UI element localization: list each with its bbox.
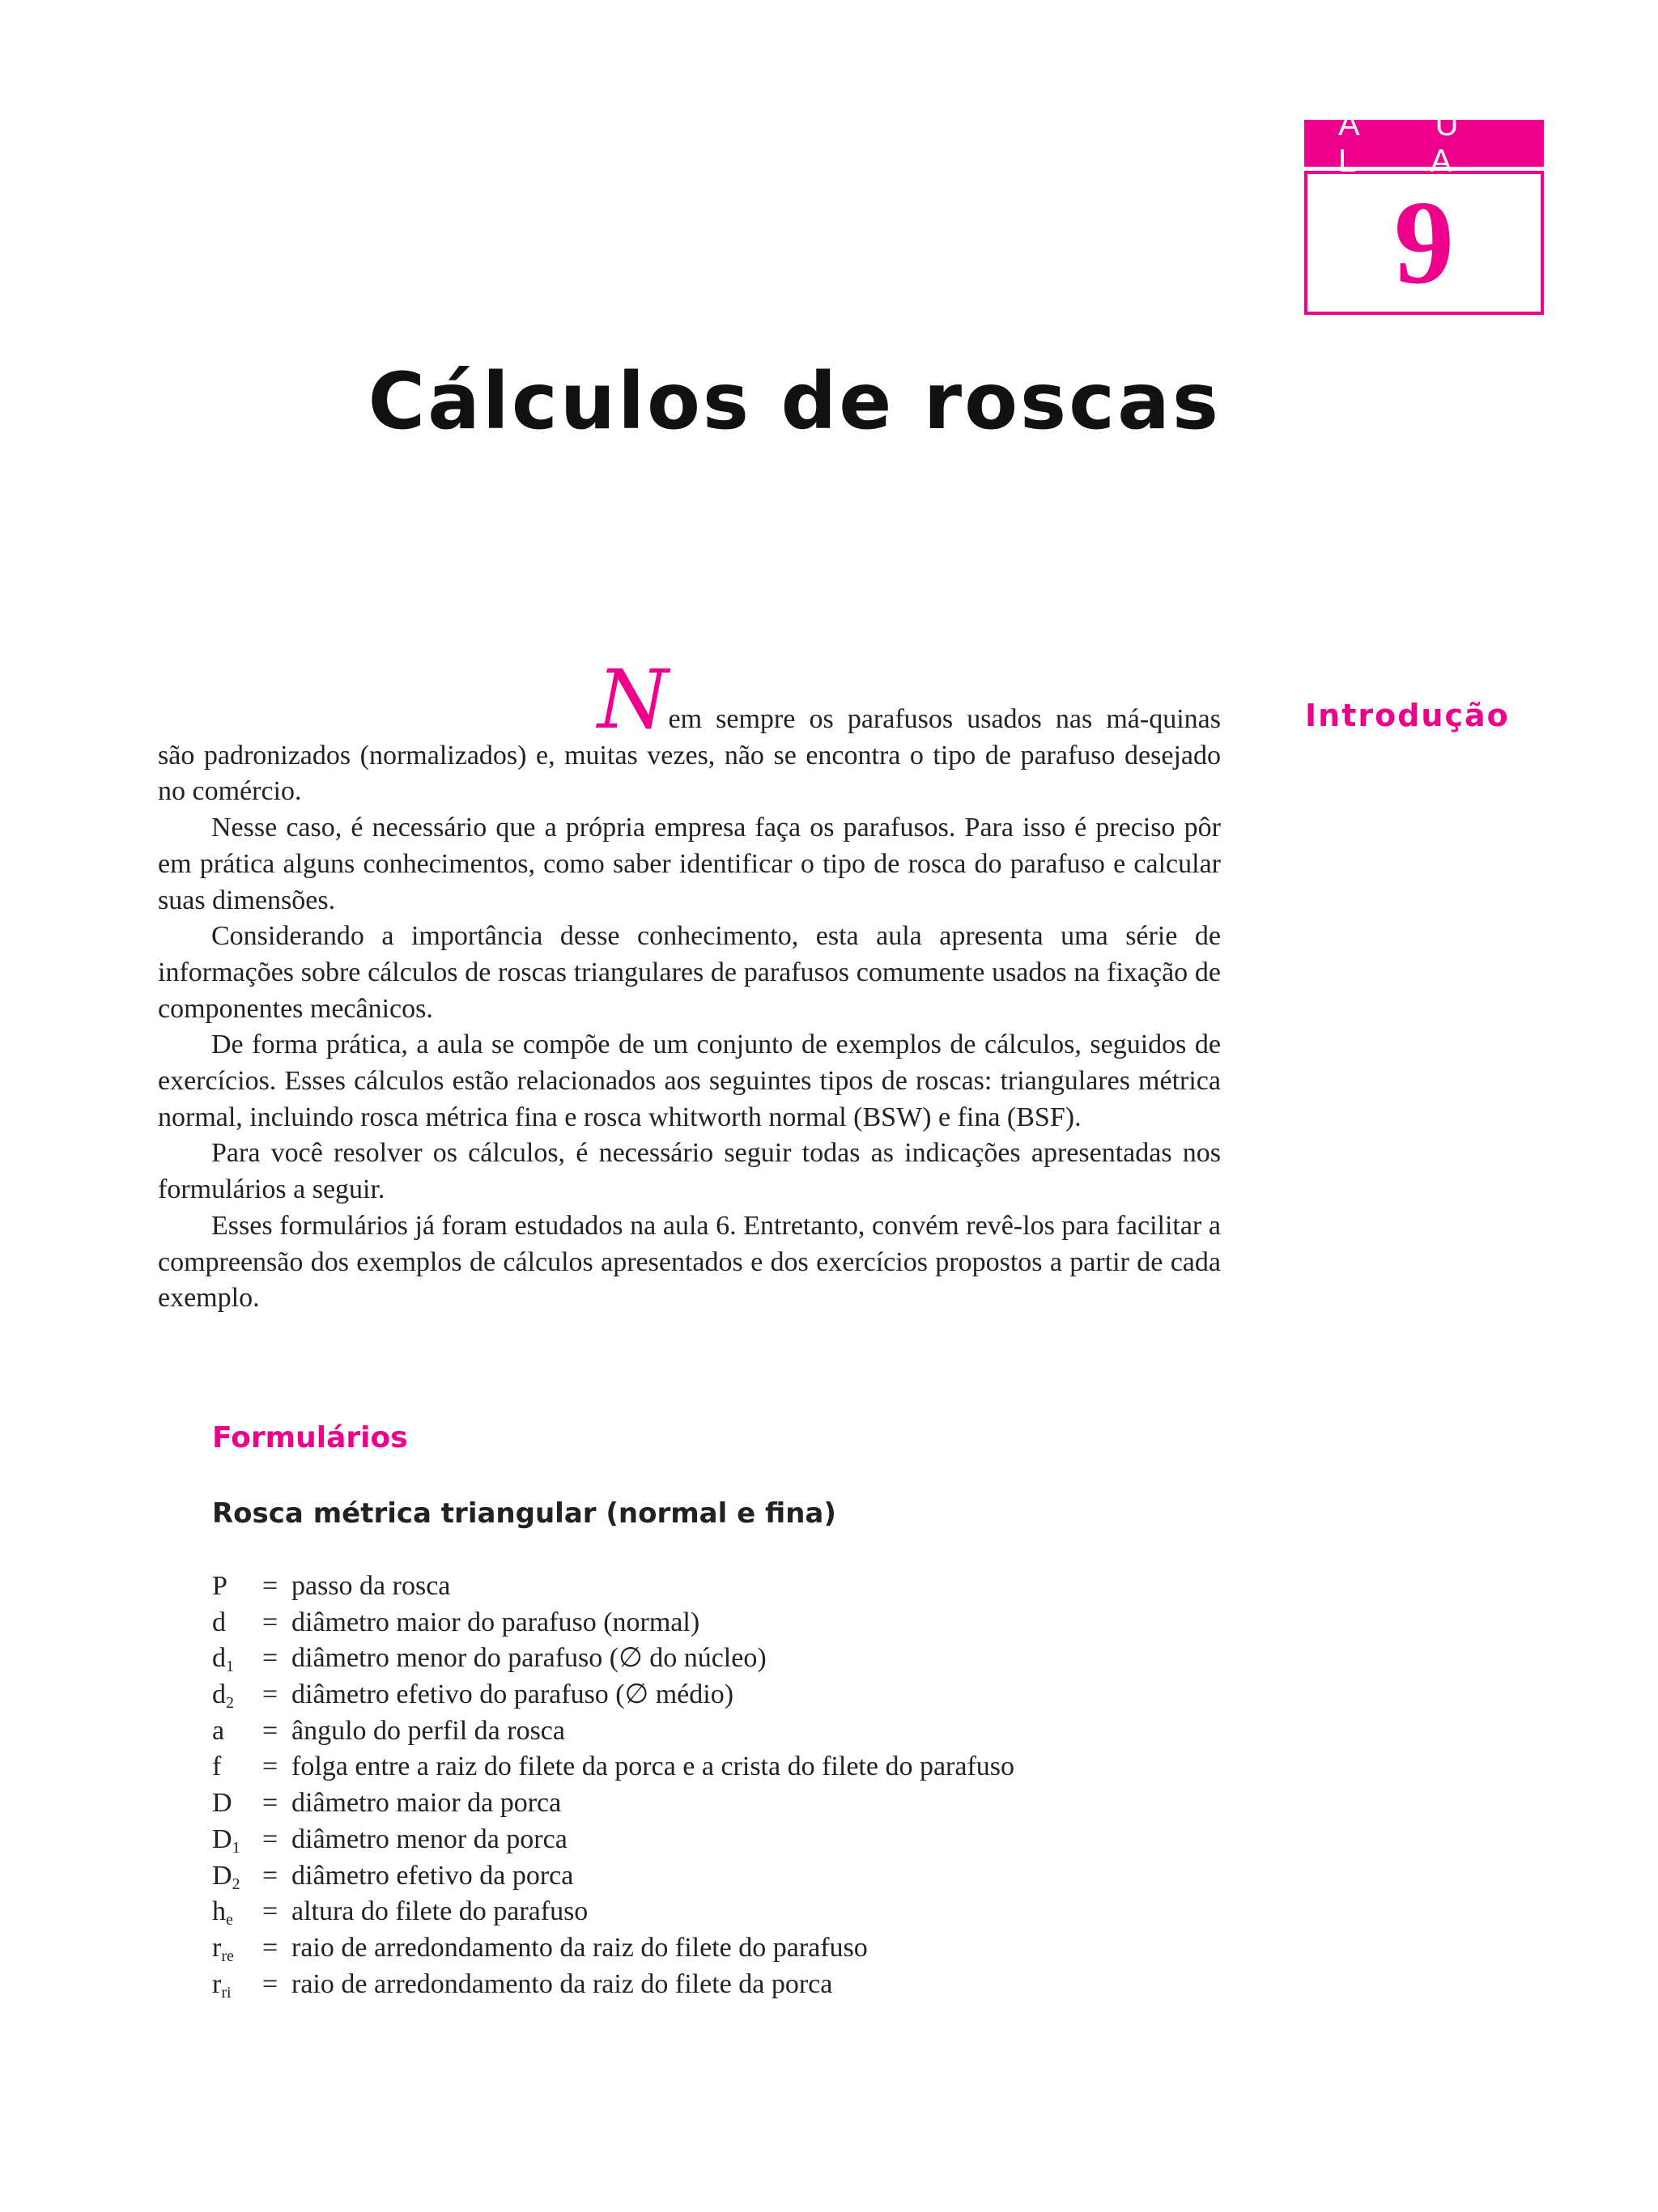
- intro-paragraph-6: Esses formulários já foram estudados na aula 6. Entretanto, convém revê-los para facilitar a compreensão dos exemplos de cálculos apresentados e dos exercícios propostos a partir de cada exemplo.: [158, 1210, 1221, 1314]
- definition-row: [212, 1930, 1014, 1967]
- definition-text: diâmetro efetivo da porca: [291, 1860, 574, 1891]
- definition-text: raio de arredondamento da raiz do filete do parafuso: [291, 1932, 868, 1963]
- equals-sign: =: [262, 1788, 278, 1819]
- definition-symbol: D: [212, 1788, 232, 1819]
- definition-subscript: 2: [226, 1694, 234, 1713]
- lesson-badge: [1304, 107, 1544, 315]
- definition-symbol: d: [212, 1607, 226, 1637]
- equals-sign: =: [262, 1751, 278, 1782]
- intro-paragraph-1: [158, 652, 1221, 810]
- definition-row: [212, 1967, 1014, 2003]
- definition-text: passo da rosca: [291, 1571, 451, 1601]
- intro-paragraph-3: Considerando a importância desse conhecimento, esta aula apresenta uma série de informações sobre cálculos de roscas triangulares de parafusos comumente usados na fixação de componentes mecânicos.: [158, 921, 1221, 1024]
- definition-subscript: 1: [226, 1658, 234, 1676]
- definition-symbol: $h_e$: [212, 1896, 233, 1930]
- equals-sign: =: [262, 1824, 278, 1854]
- definition-text: diâmetro menor do parafuso (∅ do núcleo): [291, 1643, 767, 1674]
- lesson-label: A U L A: [1304, 120, 1544, 167]
- definition-text: diâmetro menor da porca: [291, 1824, 568, 1854]
- definition-text: folga entre a raiz do filete da porca e a crista do filete do parafuso: [291, 1751, 1014, 1782]
- definition-text: raio de arredondamento da raiz do filete da porca: [291, 1968, 833, 1999]
- drop-cap: N: [597, 652, 669, 747]
- definition-row: [212, 1894, 1014, 1930]
- definitions-list: [212, 1569, 1014, 2002]
- equals-sign: =: [262, 1932, 278, 1963]
- definition-symbol: $r_{re}$: [212, 1932, 234, 1965]
- formularios-heading: Formulários: [212, 1421, 408, 1454]
- equals-sign: =: [262, 1607, 278, 1637]
- formularios-subheading: Rosca métrica triangular (normal e fina): [212, 1497, 836, 1530]
- definition-symbol: f: [212, 1751, 222, 1782]
- definition-row: [212, 1785, 1014, 1822]
- definition-row: [212, 1569, 1014, 1605]
- intro-paragraph-2: Nesse caso, é necessário que a própria empresa faça os parafusos. Para isso é preciso pôr em prática alguns conhecimentos, como saber identificar o tipo de rosca do parafuso e calcular suas dimensões.: [158, 813, 1221, 915]
- definition-row: [212, 1605, 1014, 1641]
- equals-sign: =: [262, 1679, 278, 1710]
- definition-row: [212, 1749, 1014, 1785]
- intro-paragraph-4: De forma prática, a aula se compõe de um conjunto de exemplos de cálculos, seguidos de exercícios. Esses cálculos estão relacionados aos seguintes tipos de roscas: triangulares métrica normal, incluindo rosca métrica fina e rosca whitworth normal (BSW) e fina (BSF).: [158, 1030, 1221, 1132]
- definition-subscript: re: [221, 1947, 234, 1965]
- intro-paragraph-5: Para você resolver os cálculos, é necessário seguir todas as indicações apresentadas nos formulários a seguir.: [158, 1138, 1221, 1205]
- definition-text: diâmetro maior da porca: [291, 1788, 562, 1819]
- definition-row: [212, 1858, 1014, 1895]
- definition-subscript: 1: [232, 1838, 240, 1857]
- page-title: Cálculos de roscas: [368, 356, 1221, 447]
- lesson-number: 9: [1304, 171, 1544, 315]
- equals-sign: =: [262, 1571, 278, 1601]
- definition-text: ângulo do perfil da rosca: [291, 1715, 565, 1746]
- definition-symbol: $D_2$: [212, 1860, 240, 1893]
- definition-symbol: $D_1$: [212, 1824, 240, 1857]
- definition-text: diâmetro maior do parafuso (normal): [291, 1607, 700, 1637]
- equals-sign: =: [262, 1896, 278, 1927]
- definition-subscript: 2: [232, 1874, 240, 1893]
- equals-sign: =: [262, 1643, 278, 1674]
- definition-subscript: ri: [221, 1983, 232, 2002]
- intro-text: [158, 652, 1221, 1317]
- definition-row: [212, 1677, 1014, 1713]
- equals-sign: =: [262, 1860, 278, 1891]
- intro-p1-text: em sempre os parafusos usados nas má-quinas são padronizados (normalizados) e, muitas vezes, não se encontra o tipo de parafuso desejado no comércio.: [158, 704, 1221, 807]
- equals-sign: =: [262, 1968, 278, 1999]
- section-label-introducao: Introdução: [1305, 698, 1510, 733]
- definition-row: [212, 1822, 1014, 1858]
- definition-text: altura do filete do parafuso: [291, 1896, 589, 1927]
- equals-sign: =: [262, 1715, 278, 1746]
- definition-subscript: e: [226, 1911, 233, 1930]
- definition-symbol: $d_1$: [212, 1643, 234, 1676]
- definition-symbol: $r_{ri}$: [212, 1968, 232, 2002]
- definition-row: [212, 1641, 1014, 1677]
- definition-symbol: a: [212, 1715, 225, 1746]
- definition-symbol: $d_2$: [212, 1679, 234, 1713]
- definition-row: [212, 1713, 1014, 1750]
- definition-text: diâmetro efetivo do parafuso (∅ médio): [291, 1679, 734, 1710]
- definition-symbol: P: [212, 1571, 227, 1601]
